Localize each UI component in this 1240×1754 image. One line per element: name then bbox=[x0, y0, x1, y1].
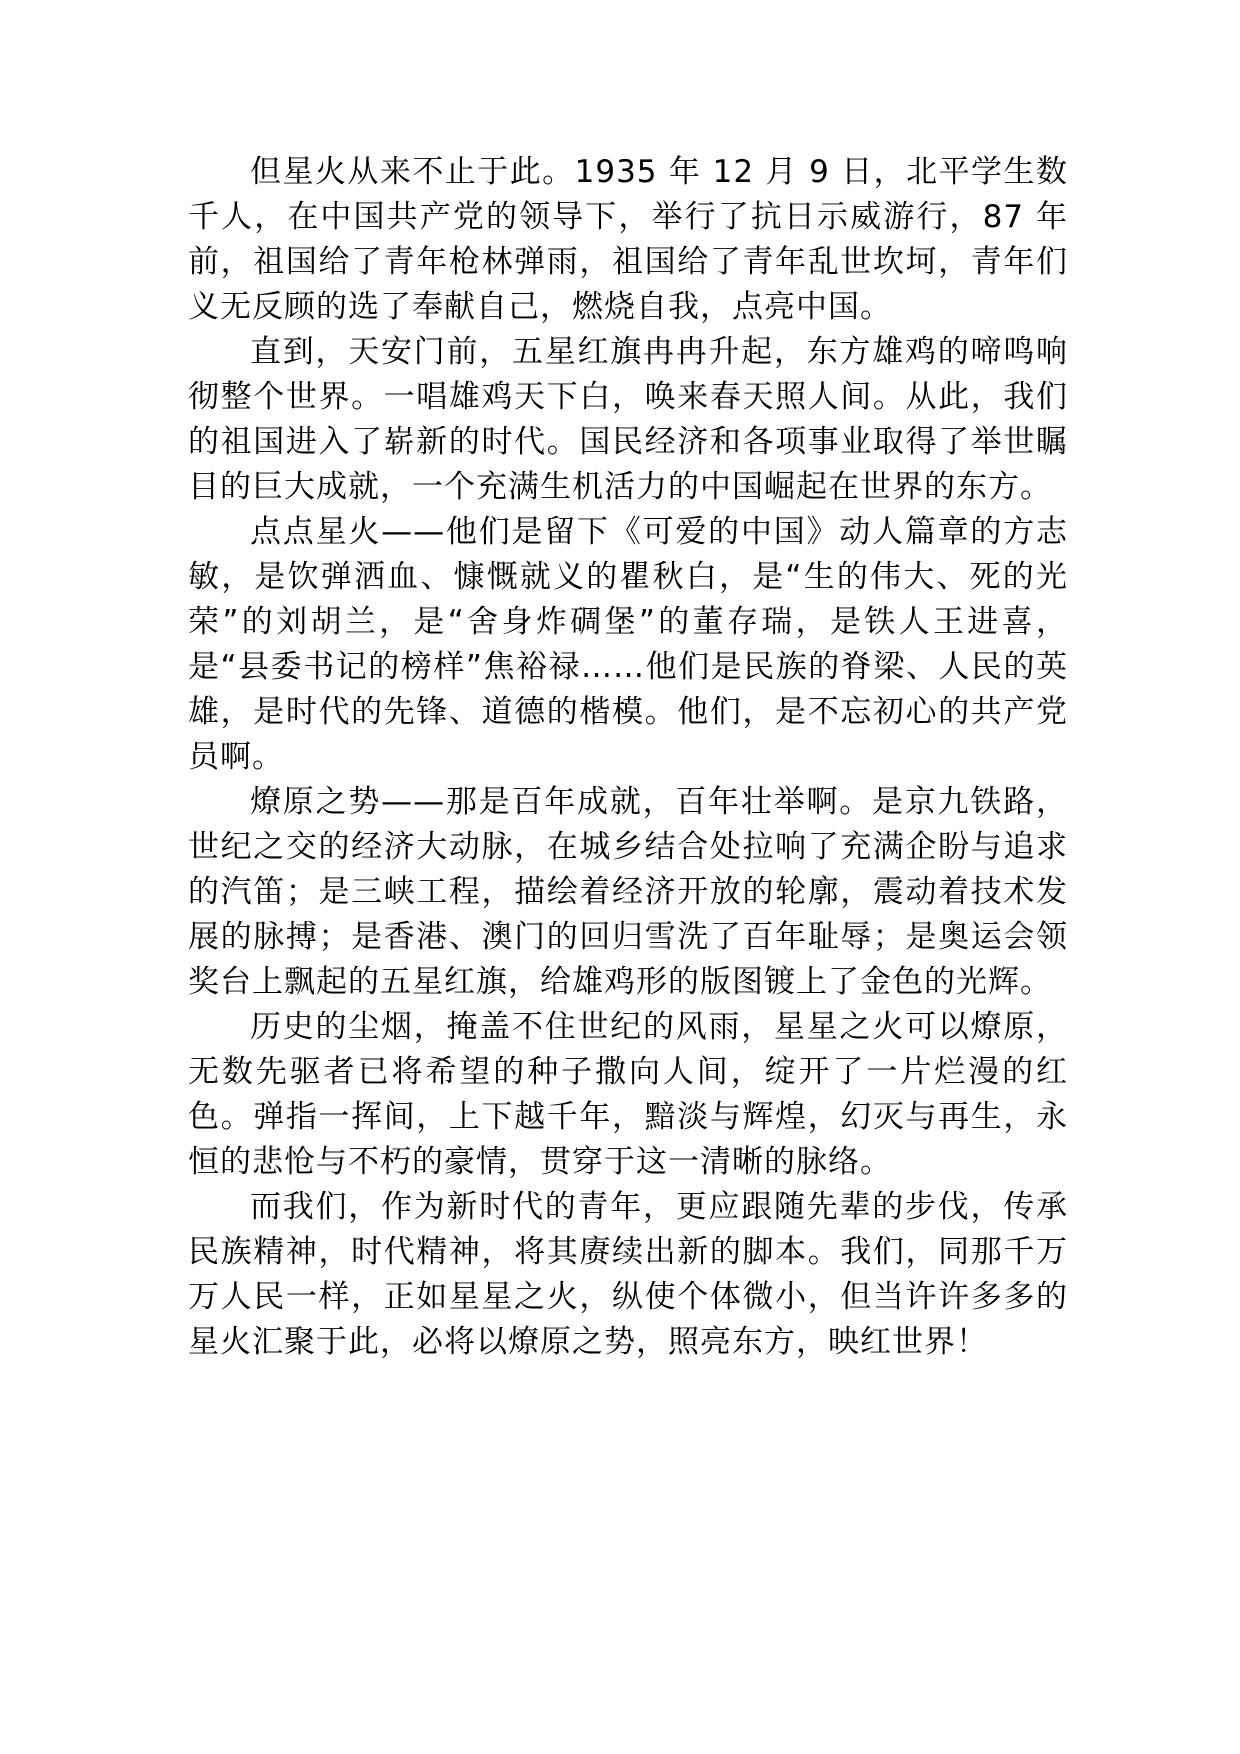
paragraph: 但星火从来不止于此。1935 年 12 月 9 日，北平学生数千人，在中国共产党的领导下，举行了抗日示威游行，87 年前，祖国给了青年枪林弹雨，祖国给了青年乱世坎坷，青年们义无反顾的选了奉献自己，燃烧自我，点亮中国。 bbox=[188, 154, 1068, 325]
paragraph: 燎原之势——那是百年成就，百年壮举啊。是京九铁路，世纪之交的经济大动脉，在城乡结合处拉响了充满企盼与追求的汽笛；是三峡工程，描绘着经济开放的轮廓，震动着技术发展的脉搏；是香港、澳门的回归雪洗了百年耻辱；是奥运会领奖台上飘起的五星红旗，给雄鸡形的版图镀上了金色的光辉。 bbox=[188, 784, 1068, 1000]
document-body bbox=[188, 150, 1068, 1365]
paragraph: 历史的尘烟，掩盖不住世纪的风雨，星星之火可以燎原，无数先驱者已将希望的种子撒向人间，绽开了一片烂漫的红色。弹指一挥间，上下越千年，黯淡与辉煌，幻灭与再生，永恒的悲怆与不朽的豪情，贯穿于这一清晰的脉络。 bbox=[188, 1009, 1068, 1180]
paragraph: 直到，天安门前，五星红旗冉冉升起，东方雄鸡的啼鸣响彻整个世界。一唱雄鸡天下白，唤来春天照人间。从此，我们的祖国进入了崭新的时代。国民经济和各项事业取得了举世瞩目的巨大成就，一个充满生机活力的中国崛起在世界的东方。 bbox=[188, 334, 1068, 505]
paragraph: 而我们，作为新时代的青年，更应跟随先辈的步伐，传承民族精神，时代精神，将其赓续出新的脚本。我们，同那千万万人民一样，正如星星之火，纵使个体微小，但当许许多多的星火汇聚于此，必将以燎原之势，照亮东方，映红世界！ bbox=[188, 1189, 1068, 1360]
paragraph: 点点星火——他们是留下《可爱的中国》动人篇章的方志敏，是饮弹洒血、慷慨就义的瞿秋白，是“生的伟大、死的光荣”的刘胡兰，是“舍身炸碉堡”的董存瑞，是铁人王进喜，是“县委书记的榜样”焦裕禄……他们是民族的脊梁、人民的英雄，是时代的先锋、道德的楷模。他们，是不忘初心的共产党员啊。 bbox=[188, 514, 1068, 775]
